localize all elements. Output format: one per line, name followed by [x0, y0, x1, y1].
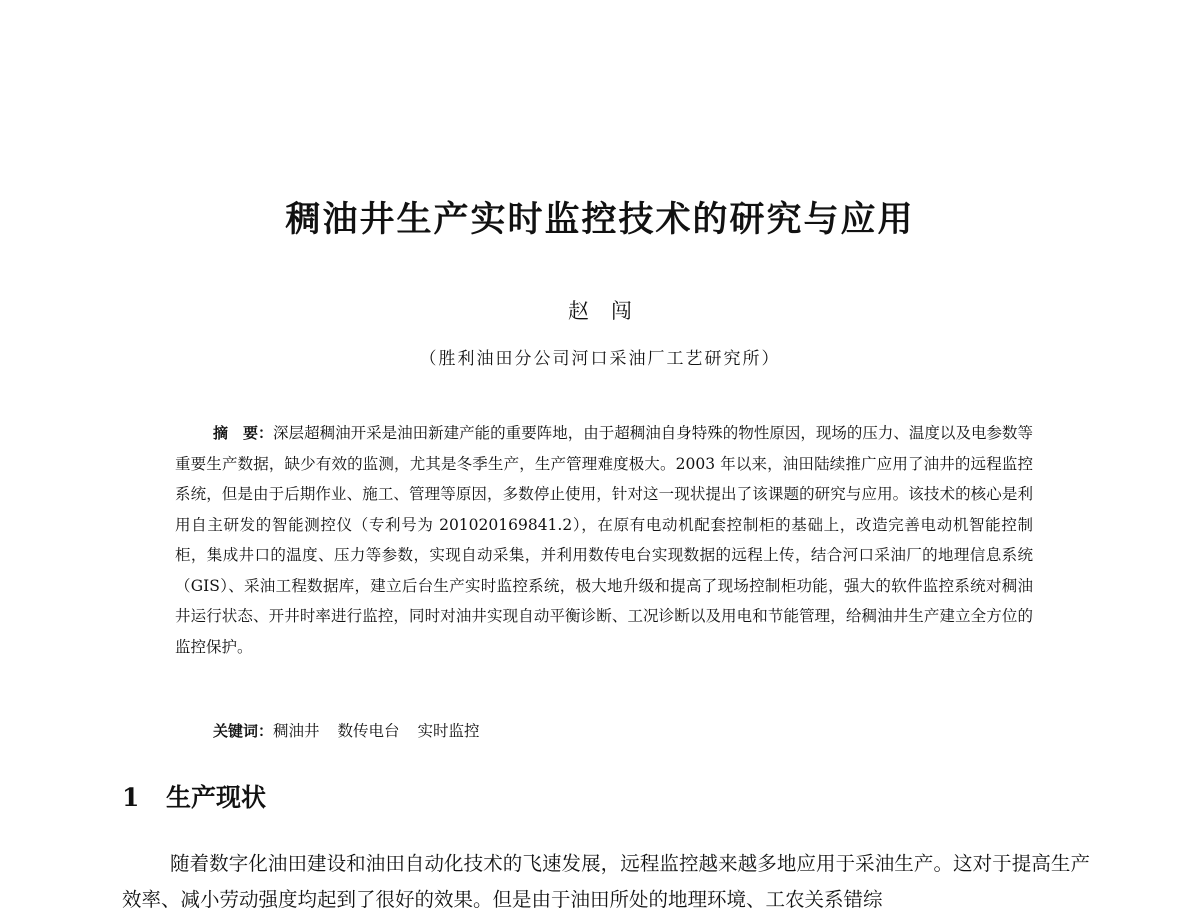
keyword: 稠油井 [273, 722, 320, 740]
author-affiliation: （胜利油田分公司河口采油厂工艺研究所） [419, 349, 781, 369]
paper-title: 稠油井生产实时监控技术的研究与应用 [285, 200, 915, 240]
abstract [175, 418, 1033, 662]
section-title: 生产现状 [166, 783, 267, 812]
keyword: 实时监控 [417, 722, 480, 740]
keywords [213, 716, 1033, 746]
section-number: 1 [122, 783, 140, 812]
abstract-text: 深层超稠油开采是油田新建产能的重要阵地，由于超稠油自身特殊的物性原因，现场的压力、温度以及电参数等重要生产数据，缺少有效的监测，尤其是冬季生产，生产管理难度极大。2003 年以来，油田陆续推广应用了油井的远程监控系统，但是由于后期作业、施工、管理等原因，多数停止使用，针对这一现状提出了该课题的研究与应用。该技术的核心是利用自主研发的智能测控仪（专利号为 201020169841.2），在原有电动机配套控制柜的基础上，改造完善电动机智能控制柜，集成井口的温度、压力等参数，实现自动采集，并利用数传电台实现数据的远程上传，结合河口采油厂的地理信息系统（GIS）、采油工程数据库，建立后台生产实时监控系统，极大地升级和提高了现场控制柜功能，强大的软件监控系统对稠油井运行状态、开井时率进行监控，同时对油井实现自动平衡诊断、工况诊断以及用电和节能管理，给稠油井生产建立全方位的监控保护。 [175, 424, 1033, 656]
keywords-label: 关键词： [213, 722, 274, 740]
abstract-label: 摘 要： [213, 424, 274, 442]
keyword: 数传电台 [337, 722, 400, 740]
section-heading [122, 780, 266, 816]
section-body-text: 随着数字化油田建设和油田自动化技术的飞速发展，远程监控越来越多地应用于采油生产。这对于提高生产效率、减小劳动强度均起到了很好的效果。但是由于油田所处的地理环境、工农关系错综 [122, 852, 1090, 911]
author-name: 赵闯 [568, 299, 654, 323]
